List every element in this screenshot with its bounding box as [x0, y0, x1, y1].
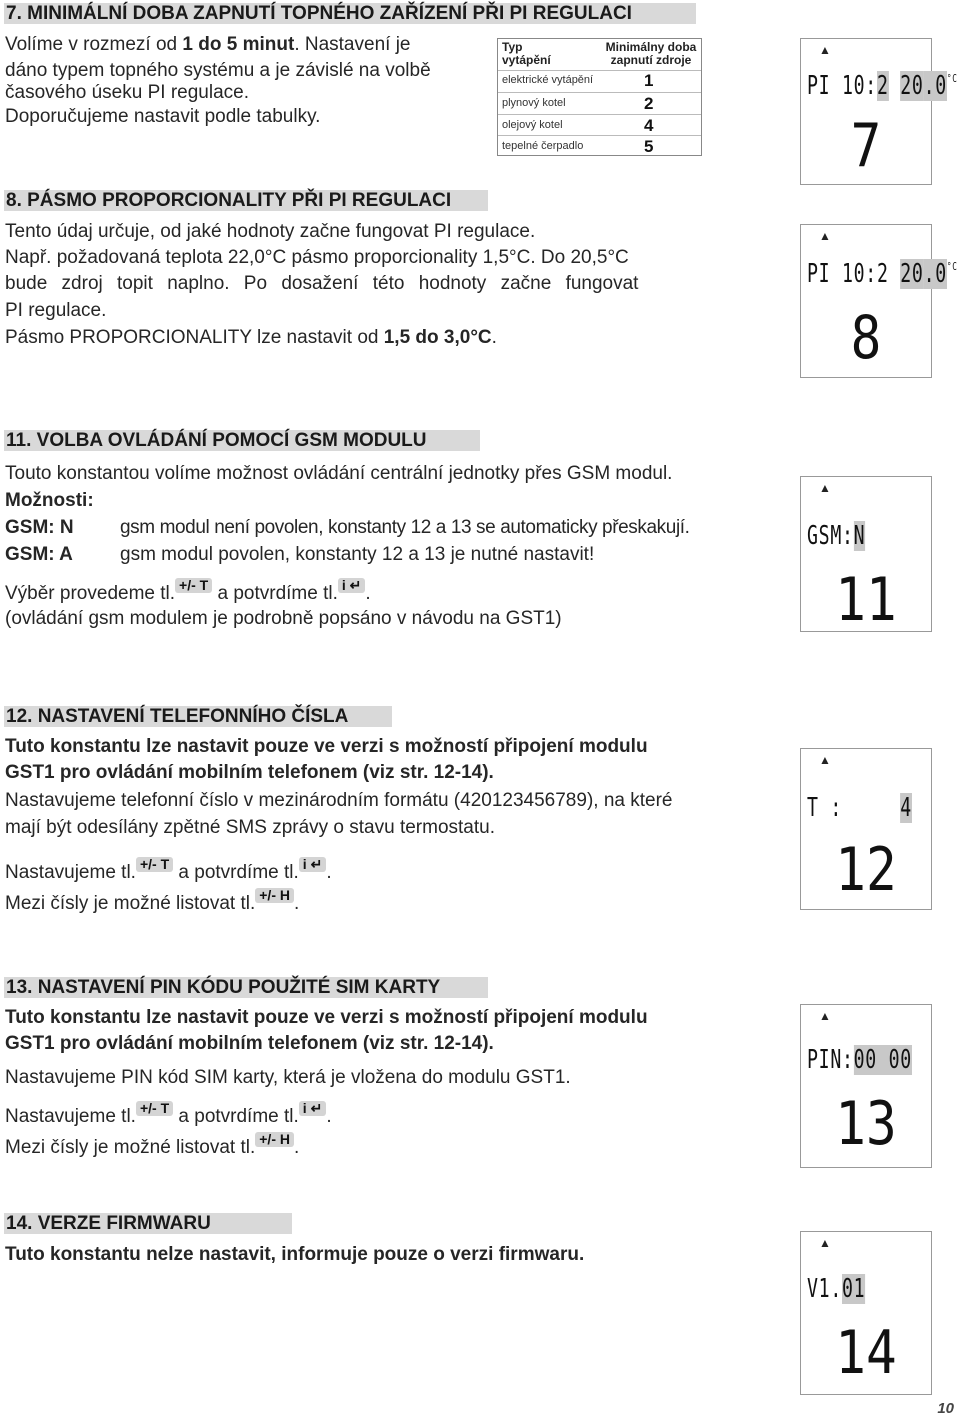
s8-line2: Např. požadovaná teplota 22,0°C pásmo proporcionality 1,5°C. Do 20,5°C	[5, 247, 629, 268]
up-arrow-icon: ▲	[819, 43, 831, 57]
lcd-display-7	[800, 38, 958, 185]
lcd-big-number: 12	[835, 835, 897, 905]
plus-minus-h-button-icon: +/- H	[255, 888, 294, 903]
plus-minus-t-button-icon: +/- T	[175, 578, 212, 593]
lcd-big-number: 8	[850, 303, 882, 373]
lcd-display-13	[800, 1004, 932, 1168]
plus-minus-h-button-icon: +/- H	[255, 1132, 294, 1147]
enter-button-icon: i ↵	[338, 578, 366, 593]
lcd-big-number: 14	[835, 1318, 897, 1388]
lcd-line: PIN:00 00	[807, 1045, 912, 1075]
lcd-display-8	[800, 224, 958, 378]
table-row: olejový kotel 4	[502, 116, 654, 135]
section-12-heading: 12. NASTAVENÍ TELEFONNÍHO ČÍSLA	[4, 706, 392, 727]
s11-line5: Výběr provedeme tl. +/- T a potvrdíme tl. i ↵ .	[5, 577, 371, 604]
s14-line1: Tuto konstantu nelze nastavit, informuje pouze o verzi firmwaru.	[5, 1244, 585, 1265]
lcd-line: T : 4	[807, 793, 912, 823]
plus-minus-t-button-icon: +/- T	[136, 857, 173, 872]
up-arrow-icon: ▲	[819, 753, 831, 767]
s13-line2: GST1 pro ovládání mobilním telefonem (viz str. 12-14).	[5, 1033, 494, 1054]
s12-line3: Nastavujeme telefonní číslo v mezinárodním formátu (420123456789), na které	[5, 790, 673, 811]
up-arrow-icon: ▲	[819, 1236, 831, 1250]
lcd-line: PI 10:2 $20.0^{^\circ C}$	[807, 259, 958, 289]
s8-line4: PI regulace.	[5, 300, 107, 321]
s8-line3: bude zdroj topit naplno. Po dosažení této hodnoty začne fungovat	[5, 273, 639, 294]
s11-options-label: Možnosti:	[5, 490, 94, 511]
table-row: elektrické vytápění 1	[502, 71, 654, 90]
up-arrow-icon: ▲	[819, 1009, 831, 1023]
s12-line6: Mezi čísly je možné listovat tl. +/- H .	[5, 887, 300, 914]
lcd-line: PI 10:2 $20.0^{^\circ C}$	[807, 71, 958, 101]
s12-line5: Nastavujeme tl. +/- T a potvrdíme tl. i ↵ .	[5, 856, 332, 883]
lcd-line: GSM:N	[807, 521, 866, 551]
lcd-big-number: 11	[835, 565, 897, 635]
section-7-heading: 7. MINIMÁLNÍ DOBA ZAPNUTÍ TOPNÉHO ZAŘÍZENÍ PŘI PI REGULACI	[4, 3, 696, 24]
s11-line1: Touto konstantou volíme možnost ovládání centrální jednotky přes GSM modul.	[5, 463, 673, 484]
s7-line1: Volíme v rozmezí od 1 do 5 minut. Nastavení je	[5, 34, 411, 55]
s13-line4: Nastavujeme tl. +/- T a potvrdíme tl. i ↵ .	[5, 1100, 332, 1127]
s13-line1: Tuto konstantu lze nastavit pouze ve verzi s možností připojení modulu	[5, 1007, 648, 1028]
up-arrow-icon: ▲	[819, 229, 831, 243]
lcd-big-number: 7	[850, 111, 882, 181]
table-header-type: Typ vytápění	[502, 40, 551, 67]
s11-line6: (ovládání gsm modulem je podrobně popsáno v návodu na GST1)	[5, 608, 562, 629]
s7-line2: dáno typem topného systému a je závislé na volbě	[5, 60, 431, 81]
section-14-heading: 14. VERZE FIRMWARU	[4, 1213, 292, 1234]
s12-line2: GST1 pro ovládání mobilním telefonem (viz str. 12-14).	[5, 762, 494, 783]
table-row: plynový kotel 2	[502, 94, 654, 113]
section-11-heading: 11. VOLBA OVLÁDÁNÍ POMOCÍ GSM MODULU	[4, 430, 480, 451]
heating-type-table	[497, 38, 702, 156]
s12-line4: mají být odesílány zpětné SMS zprávy o stavu termostatu.	[5, 817, 496, 838]
lcd-line: V1.01	[807, 1274, 866, 1304]
enter-button-icon: i ↵	[299, 1101, 327, 1116]
s13-line3: Nastavujeme PIN kód SIM karty, která je vložena do modulu GST1.	[5, 1067, 571, 1088]
lcd-big-number: 13	[835, 1089, 897, 1159]
table-header-min-time: Minimálny doba zapnutí zdroje	[605, 40, 697, 67]
s8-line5: Pásmo PROPORCIONALITY lze nastavit od 1,5 do 3,0°C.	[5, 327, 497, 348]
plus-minus-t-button-icon: +/- T	[136, 1101, 173, 1116]
lcd-display-12	[800, 748, 932, 910]
s13-line5: Mezi čísly je možné listovat tl. +/- H .	[5, 1131, 300, 1158]
s7-line3: časového úseku PI regulace.	[5, 82, 249, 103]
s11-option-a: GSM: A gsm modul povolen, konstanty 12 a 13 je nutné nastavit!	[5, 544, 595, 565]
page-number: 10	[937, 1400, 954, 1417]
s7-line4: Doporučujeme nastavit podle tabulky.	[5, 106, 321, 127]
lcd-display-11	[800, 476, 932, 635]
s11-option-n: GSM: N gsm modul není povolen, konstanty 12 a 13 se automaticky přeskakují.	[5, 517, 690, 538]
lcd-display-14	[800, 1231, 932, 1395]
up-arrow-icon: ▲	[819, 481, 831, 495]
s8-line1: Tento údaj určuje, od jaké hodnoty začne fungovat PI regulace.	[5, 221, 536, 242]
enter-button-icon: i ↵	[299, 857, 327, 872]
section-8-heading: 8. PÁSMO PROPORCIONALITY PŘI PI REGULACI	[4, 190, 488, 211]
table-row: tepelné čerpadlo 5	[502, 137, 654, 156]
s12-line1: Tuto konstantu lze nastavit pouze ve verzi s možností připojení modulu	[5, 736, 648, 757]
section-13-heading: 13. NASTAVENÍ PIN KÓDU POUŽITÉ SIM KARTY	[4, 977, 488, 998]
